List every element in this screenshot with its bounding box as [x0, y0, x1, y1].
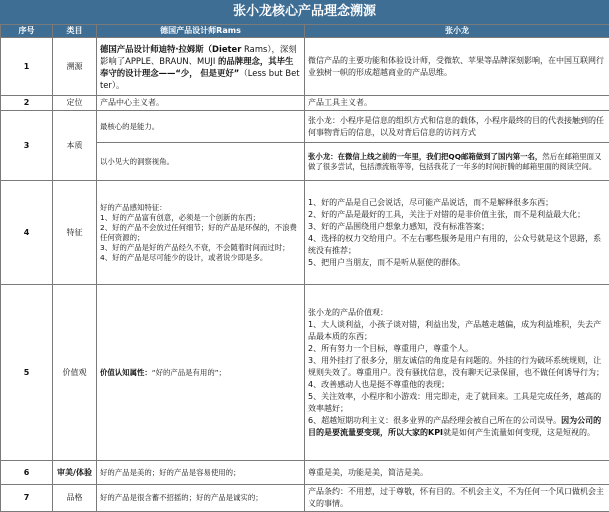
rams-cell	[97, 285, 305, 461]
rams-text: （Less but Better）。	[100, 68, 300, 90]
row-num: 6	[1, 461, 53, 485]
row-num: 3	[1, 111, 53, 181]
zhang-text-bold: 张小龙：在微信上线之前的一年里，我们把QQ邮箱做到了国内第一名，	[308, 152, 542, 161]
row-category: 溯源	[53, 38, 97, 96]
zhang-cell	[305, 143, 609, 181]
table-row	[1, 38, 609, 96]
table-row	[1, 111, 609, 143]
rams-line: 好的产品感知特征：	[100, 203, 301, 213]
row-category: 特征	[53, 181, 97, 285]
row-category: 定位	[53, 96, 97, 111]
zhang-text: 6、超越短期功利主义：很多业界的产品经理会被自己所在的公司误导。	[308, 416, 561, 425]
page-title: 张小龙核心产品理念溯源	[0, 0, 609, 24]
row-category: 本质	[53, 111, 97, 181]
rams-line: 2、好的产品不会放过任何细节；好的产品是环保的，不浪费任何资源的；	[100, 223, 301, 243]
zhang-line: 4、改善感动人也是挺不尊重他的表现；	[308, 379, 606, 391]
row-num: 2	[1, 96, 53, 111]
header-category: 类目	[53, 25, 97, 38]
zhang-cell	[305, 285, 609, 461]
zhang-cell: 产品条约：不用惹，过于尊敬，怀有目的。不机会主义，不为任何一个风口做机会主义的事情。	[305, 485, 609, 512]
rams-cell	[97, 181, 305, 285]
row-category: 审美/体验	[53, 461, 97, 485]
rams-text-bold: 德国产品设计师迪特·拉姆斯（Dieter	[100, 44, 241, 54]
zhang-text: 然后在邮箱里面又做了很多尝试，包括漂流瓶等等，包括我花了一年多的时间折腾的邮箱里面的阅读空间。	[308, 152, 601, 171]
zhang-line	[308, 415, 606, 439]
row-category: 价值观	[53, 285, 97, 461]
table-row	[1, 96, 609, 111]
rams-cell: 以小见大的洞察视角。	[97, 143, 305, 181]
header-rams: 德国产品设计师Rams	[97, 25, 305, 38]
zhang-line: 2、好的产品是最好的工具，关注于对错的是非价值主张，而不是利益最大化；	[308, 209, 606, 221]
comparison-table	[0, 24, 609, 512]
row-num: 4	[1, 181, 53, 285]
zhang-line: 张小龙的产品价值观：	[308, 307, 606, 319]
rams-text: Rams），深刻影响了APPLE、BRAUN、MUJI	[100, 44, 297, 66]
zhang-line: 3、好的产品围绕用户想象力感知，没有标准答案；	[308, 221, 606, 233]
header-num: 序号	[1, 25, 53, 38]
rams-cell: 最核心的是能力。	[97, 111, 305, 143]
rams-line: 3、好的产品是好的产品经久不衰，不会随着时间而过时；	[100, 243, 301, 253]
rams-text-bold: 价值认知属性：	[100, 368, 152, 377]
zhang-cell: 尊重是美，功能是美，简洁是美。	[305, 461, 609, 485]
rams-cell: 好的产品是很含蓄不招摇的；好的产品是诚实的；	[97, 485, 305, 512]
rams-cell: 产品中心主义者。	[97, 96, 305, 111]
rams-text-bold: 但是更好”	[200, 68, 239, 78]
rams-cell: 好的产品是美的；好的产品是容易使用的；	[97, 461, 305, 485]
zhang-cell: 张小龙：小程序是信息的组织方式和信息的载体，小程序最终的目的代表接触到的任何事物背后的信息，以及对背后信息的访问方式	[305, 111, 609, 143]
row-num: 1	[1, 38, 53, 96]
zhang-line: 1、好的产品是自己会说话，尽可能产品说话，而不是解释很多东西；	[308, 197, 606, 209]
zhang-cell	[305, 181, 609, 285]
table-row	[1, 181, 609, 285]
zhang-line: 1、大人谈利益，小孩子谈对错，利益出发，产品越走越偏，成为利益堆积，失去产品最本质的东西；	[308, 319, 606, 343]
zhang-line: 5、把用户当朋友，而不是听从驱使的群体。	[308, 257, 606, 269]
zhang-line: 2、所有努力一个目标，尊重用户，尊重个人。	[308, 343, 606, 355]
rams-line: 4、好的产品是尽可能少的设计，或者说少即是多。	[100, 253, 301, 263]
rams-line: 1、好的产品富有创意，必须是一个创新的东西；	[100, 213, 301, 223]
zhang-cell: 微信产品的主要功能和体验设计师，受微软、苹果等品牌深刻影响，在中国互联网行业独树一帜的形成超越商业的产品思维。	[305, 38, 609, 96]
zhang-line: 3、用外挂打了很多分，朋友诚信的角度是有问题的。外挂的行为破坏系统规则，让规则失效了。尊重用户。没有骚扰信息，没有聊天记录保留，也不做任何诱导行为；	[308, 355, 606, 379]
header-row	[1, 25, 609, 38]
row-num: 7	[1, 485, 53, 512]
zhang-cell: 产品工具主义者。	[305, 96, 609, 111]
row-category: 品格	[53, 485, 97, 512]
zhang-line: 4、选择的权力交给用户。不左右哪些服务是用户有用的，公众号就是这个思路，系统没有推荐；	[308, 233, 606, 257]
header-zhang: 张小龙	[305, 25, 609, 38]
rams-text: “好的产品是有用的”；	[152, 368, 226, 377]
table-row	[1, 461, 609, 485]
rams-cell	[97, 38, 305, 96]
zhang-line: 5、关注效率，小程序和小游戏：用完即走，走了就回来。工具是完成任务，越高的效率越好；	[308, 391, 606, 415]
rams-text-bold: 的品牌理念，其毕生奉守的设计理念——“少，	[100, 56, 293, 78]
zhang-text: 就是如何产生流量如何变现，这是短视的。	[443, 428, 595, 437]
row-num: 5	[1, 285, 53, 461]
table-row	[1, 285, 609, 461]
table-row	[1, 485, 609, 512]
zhang-text-bold: 因为公司的目的是要流量要变现，所以大家的KPI	[308, 416, 601, 437]
